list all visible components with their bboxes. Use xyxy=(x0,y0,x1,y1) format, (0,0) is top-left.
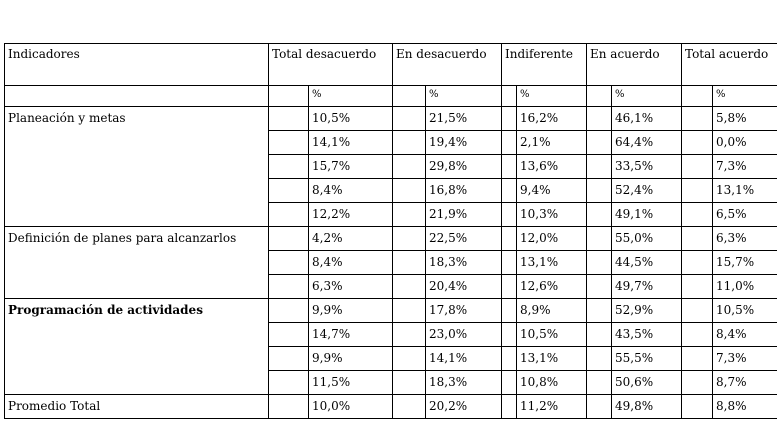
table-row xyxy=(5,299,777,323)
spacer-cell xyxy=(502,299,517,323)
spacer-cell xyxy=(682,323,713,347)
spacer-cell xyxy=(502,251,517,275)
value-cell: 8,8% xyxy=(713,395,777,419)
unit-label: % xyxy=(612,86,682,107)
value-cell: 8,4% xyxy=(713,323,777,347)
value-cell: 44,5% xyxy=(612,251,682,275)
spacer-cell xyxy=(269,347,309,371)
value-cell: 7,3% xyxy=(713,347,777,371)
value-cell: 49,7% xyxy=(612,275,682,299)
table-row xyxy=(5,395,777,419)
value-cell: 15,7% xyxy=(713,251,777,275)
spacer-cell xyxy=(587,107,612,131)
value-cell: 21,5% xyxy=(426,107,502,131)
header-row xyxy=(5,44,777,86)
spacer-cell xyxy=(682,155,713,179)
value-cell: 12,2% xyxy=(309,203,393,227)
spacer-cell xyxy=(587,131,612,155)
unit-spacer xyxy=(502,86,517,107)
spacer-cell xyxy=(393,179,426,203)
unit-label: % xyxy=(713,86,777,107)
spacer-cell xyxy=(682,395,713,419)
spacer-cell xyxy=(682,131,713,155)
value-cell: 13,1% xyxy=(517,251,587,275)
spacer-cell xyxy=(393,203,426,227)
value-cell: 13,1% xyxy=(713,179,777,203)
spacer-cell xyxy=(502,323,517,347)
value-cell: 16,2% xyxy=(517,107,587,131)
spacer-cell xyxy=(269,251,309,275)
spacer-cell xyxy=(502,227,517,251)
spacer-cell xyxy=(502,395,517,419)
value-cell: 46,1% xyxy=(612,107,682,131)
value-cell: 8,4% xyxy=(309,179,393,203)
spacer-cell xyxy=(587,395,612,419)
value-cell: 10,8% xyxy=(517,371,587,395)
value-cell: 10,3% xyxy=(517,203,587,227)
spacer-cell xyxy=(269,203,309,227)
unit-spacer xyxy=(587,86,612,107)
spacer-cell xyxy=(393,251,426,275)
spacer-cell xyxy=(269,395,309,419)
value-cell: 12,0% xyxy=(517,227,587,251)
unit-label: % xyxy=(309,86,393,107)
spacer-cell xyxy=(587,347,612,371)
spacer-cell xyxy=(502,371,517,395)
value-cell: 10,5% xyxy=(309,107,393,131)
survey-results-table xyxy=(4,43,777,419)
spacer-cell xyxy=(682,203,713,227)
header-total-acuerdo: Total acuerdo xyxy=(682,44,777,86)
value-cell: 18,3% xyxy=(426,371,502,395)
spacer-cell xyxy=(393,107,426,131)
spacer-cell xyxy=(587,299,612,323)
spacer-cell xyxy=(682,299,713,323)
spacer-cell xyxy=(587,227,612,251)
value-cell: 6,5% xyxy=(713,203,777,227)
value-cell: 7,3% xyxy=(713,155,777,179)
value-cell: 11,0% xyxy=(713,275,777,299)
spacer-cell xyxy=(269,107,309,131)
value-cell: 15,7% xyxy=(309,155,393,179)
value-cell: 18,3% xyxy=(426,251,502,275)
spacer-cell xyxy=(269,227,309,251)
value-cell: 9,4% xyxy=(517,179,587,203)
value-cell: 6,3% xyxy=(309,275,393,299)
spacer-cell xyxy=(393,275,426,299)
value-cell: 10,0% xyxy=(309,395,393,419)
header-en-desacuerdo: En desacuerdo xyxy=(393,44,502,86)
spacer-cell xyxy=(393,347,426,371)
value-cell: 20,2% xyxy=(426,395,502,419)
value-cell: 20,4% xyxy=(426,275,502,299)
unit-row xyxy=(5,86,777,107)
value-cell: 2,1% xyxy=(517,131,587,155)
spacer-cell xyxy=(269,371,309,395)
table-row xyxy=(5,107,777,131)
value-cell: 13,6% xyxy=(517,155,587,179)
spacer-cell xyxy=(682,251,713,275)
spacer-cell xyxy=(269,179,309,203)
spacer-cell xyxy=(587,371,612,395)
value-cell: 11,2% xyxy=(517,395,587,419)
value-cell: 6,3% xyxy=(713,227,777,251)
value-cell: 52,9% xyxy=(612,299,682,323)
value-cell: 8,4% xyxy=(309,251,393,275)
spacer-cell xyxy=(393,155,426,179)
unit-label: % xyxy=(517,86,587,107)
value-cell: 33,5% xyxy=(612,155,682,179)
value-cell: 8,7% xyxy=(713,371,777,395)
header-indiferente: Indiferente xyxy=(502,44,587,86)
value-cell: 49,8% xyxy=(612,395,682,419)
spacer-cell xyxy=(393,371,426,395)
spacer-cell xyxy=(393,395,426,419)
value-cell: 55,0% xyxy=(612,227,682,251)
value-cell: 4,2% xyxy=(309,227,393,251)
indicator-label: Programación de actividades xyxy=(5,299,269,395)
value-cell: 21,9% xyxy=(426,203,502,227)
spacer-cell xyxy=(682,227,713,251)
value-cell: 0,0% xyxy=(713,131,777,155)
spacer-cell xyxy=(393,299,426,323)
value-cell: 52,4% xyxy=(612,179,682,203)
spacer-cell xyxy=(393,323,426,347)
spacer-cell xyxy=(587,155,612,179)
value-cell: 16,8% xyxy=(426,179,502,203)
spacer-cell xyxy=(587,203,612,227)
spacer-cell xyxy=(269,299,309,323)
spacer-cell xyxy=(269,131,309,155)
value-cell: 43,5% xyxy=(612,323,682,347)
spacer-cell xyxy=(502,155,517,179)
value-cell: 9,9% xyxy=(309,347,393,371)
spacer-cell xyxy=(587,251,612,275)
spacer-cell xyxy=(502,107,517,131)
table-row xyxy=(5,227,777,251)
spacer-cell xyxy=(587,179,612,203)
value-cell: 22,5% xyxy=(426,227,502,251)
spacer-cell xyxy=(269,275,309,299)
unit-spacer xyxy=(682,86,713,107)
spacer-cell xyxy=(393,131,426,155)
value-cell: 10,5% xyxy=(517,323,587,347)
header-en-acuerdo: En acuerdo xyxy=(587,44,682,86)
spacer-cell xyxy=(502,203,517,227)
header-total-desacuerdo: Total desacuerdo xyxy=(269,44,393,86)
unit-spacer xyxy=(269,86,309,107)
spacer-cell xyxy=(682,347,713,371)
header-indicadores: Indicadores xyxy=(5,44,269,86)
spacer-cell xyxy=(502,347,517,371)
spacer-cell xyxy=(682,371,713,395)
spacer-cell xyxy=(682,179,713,203)
value-cell: 29,8% xyxy=(426,155,502,179)
value-cell: 12,6% xyxy=(517,275,587,299)
spacer-cell xyxy=(393,227,426,251)
spacer-cell xyxy=(502,131,517,155)
spacer-cell xyxy=(269,155,309,179)
value-cell: 10,5% xyxy=(713,299,777,323)
value-cell: 19,4% xyxy=(426,131,502,155)
value-cell: 8,9% xyxy=(517,299,587,323)
spacer-cell xyxy=(502,275,517,299)
value-cell: 14,1% xyxy=(426,347,502,371)
value-cell: 13,1% xyxy=(517,347,587,371)
indicator-label: Planeación y metas xyxy=(5,107,269,227)
indicator-label: Definición de planes para alcanzarlos xyxy=(5,227,269,299)
spacer-cell xyxy=(269,323,309,347)
unit-spacer xyxy=(393,86,426,107)
value-cell: 55,5% xyxy=(612,347,682,371)
value-cell: 64,4% xyxy=(612,131,682,155)
spacer-cell xyxy=(682,107,713,131)
value-cell: 14,7% xyxy=(309,323,393,347)
value-cell: 14,1% xyxy=(309,131,393,155)
value-cell: 49,1% xyxy=(612,203,682,227)
spacer-cell xyxy=(587,275,612,299)
value-cell: 11,5% xyxy=(309,371,393,395)
indicator-label: Promedio Total xyxy=(5,395,269,419)
value-cell: 5,8% xyxy=(713,107,777,131)
value-cell: 9,9% xyxy=(309,299,393,323)
unit-label: % xyxy=(426,86,502,107)
unit-row-blank xyxy=(5,86,269,107)
value-cell: 50,6% xyxy=(612,371,682,395)
spacer-cell xyxy=(502,179,517,203)
spacer-cell xyxy=(682,275,713,299)
value-cell: 17,8% xyxy=(426,299,502,323)
value-cell: 23,0% xyxy=(426,323,502,347)
spacer-cell xyxy=(587,323,612,347)
